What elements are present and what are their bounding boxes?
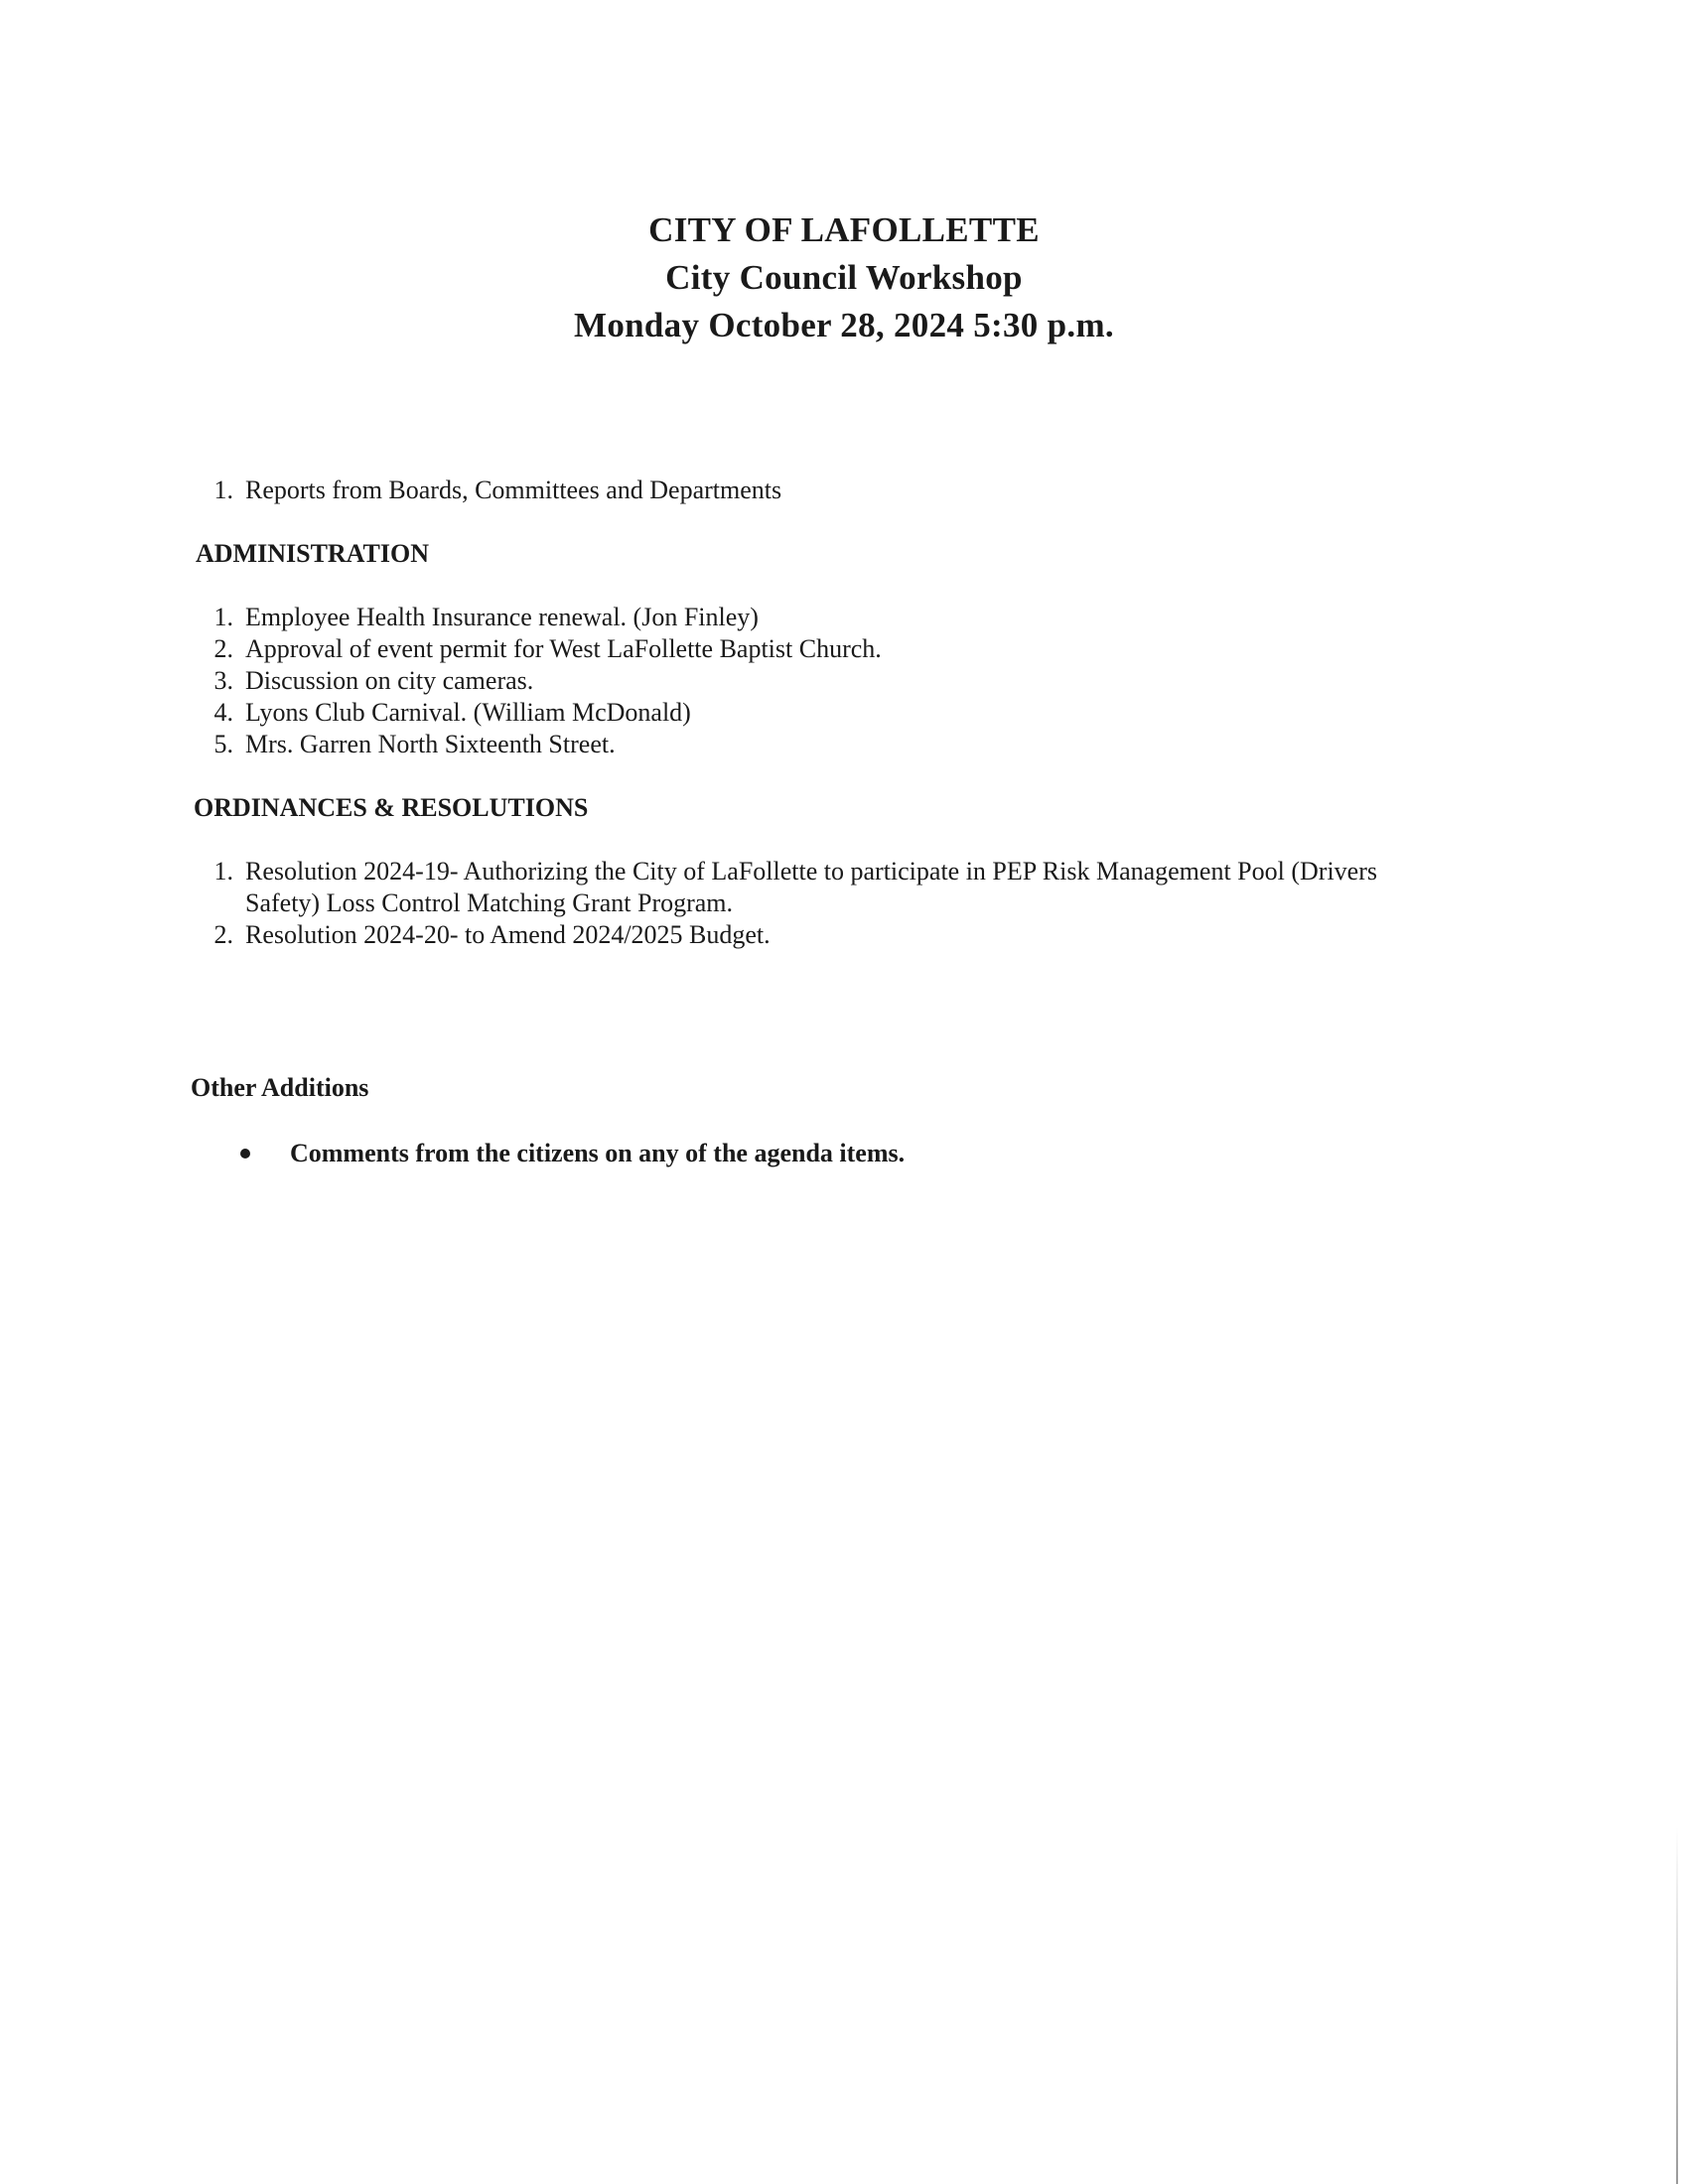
item-text: Lyons Club Carnival. (William McDonald) — [245, 698, 691, 727]
item-text: Resolution 2024-19- Authorizing the City of LaFollette to participate in PEP Risk Management Pool (Drivers Safety) Loss Control Matching Grant Program. — [245, 857, 1377, 917]
list-item — [194, 697, 1385, 729]
administration-heading: ADMINISTRATION — [196, 539, 429, 568]
item-number: 1. — [213, 476, 233, 504]
item-text: Approval of event permit for West LaFollette Baptist Church. — [245, 634, 882, 663]
list-item — [194, 602, 1385, 633]
item-number: 2. — [213, 634, 233, 663]
city-name: CITY OF LAFOLLETTE — [648, 210, 1040, 249]
item-text: Reports from Boards, Committees and Departments — [245, 476, 782, 504]
item-text: Resolution 2024-20- to Amend 2024/2025 Budget. — [245, 920, 771, 949]
administration-list — [194, 602, 1385, 760]
other-additions-list — [240, 1138, 1432, 1169]
item-text: Comments from the citizens on any of the agenda items. — [290, 1139, 906, 1167]
item-number: 5. — [213, 730, 233, 758]
list-item — [194, 665, 1385, 697]
meeting-title: City Council Workshop — [665, 258, 1023, 297]
list-item — [194, 729, 1385, 760]
ordinances-list — [194, 856, 1430, 951]
item-number: 1. — [213, 857, 233, 886]
list-item — [194, 633, 1385, 665]
item-number: 1. — [213, 603, 233, 631]
meeting-date-time: Monday October 28, 2024 5:30 p.m. — [574, 306, 1114, 344]
item-text: Discussion on city cameras. — [245, 666, 534, 695]
list-item — [194, 919, 1430, 951]
item-text: Employee Health Insurance renewal. (Jon Finley) — [245, 603, 759, 631]
item-number: 4. — [213, 698, 233, 727]
item-number: 3. — [213, 666, 233, 695]
bullet-icon — [240, 1149, 250, 1159]
intro-list — [194, 475, 1385, 506]
item-text: Mrs. Garren North Sixteenth Street. — [245, 730, 616, 758]
list-item — [194, 856, 1430, 919]
item-number: 2. — [213, 920, 233, 949]
scan-edge-mark — [1676, 1827, 1678, 2184]
agenda-header — [0, 206, 1688, 349]
ordinances-heading: ORDINANCES & RESOLUTIONS — [194, 793, 589, 822]
list-item — [194, 475, 1385, 506]
list-item — [240, 1138, 1432, 1169]
other-additions-heading: Other Additions — [191, 1073, 369, 1102]
